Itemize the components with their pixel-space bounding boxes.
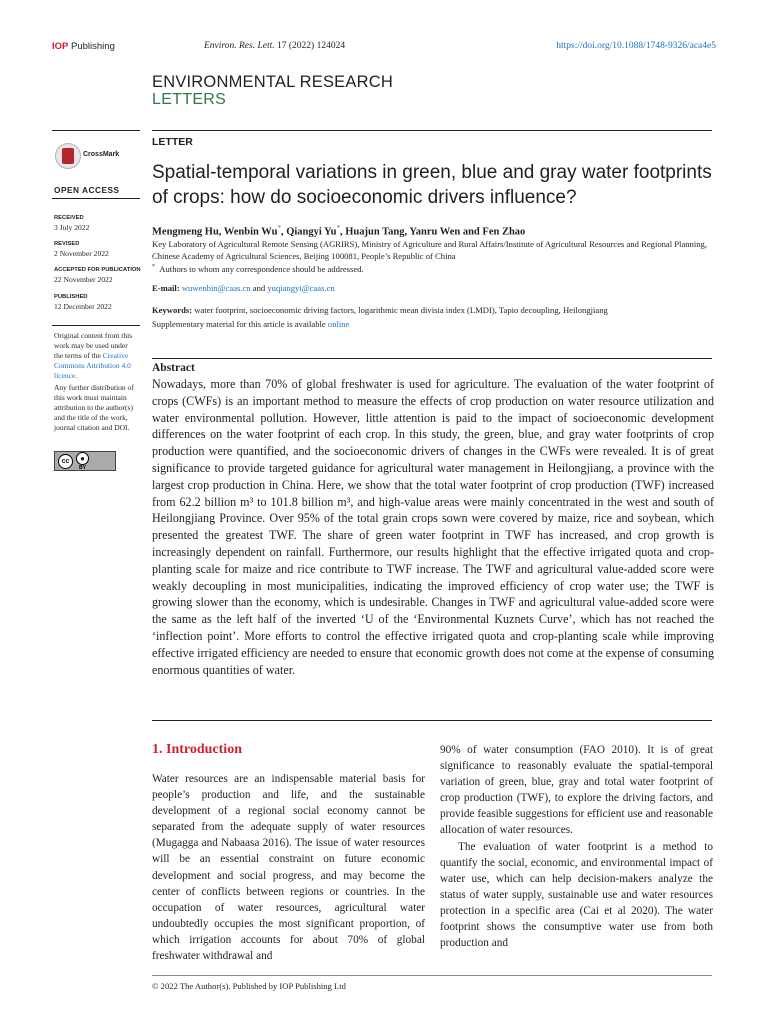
abstract-top-rule [152,358,712,359]
page-header [52,41,716,57]
abstract-bottom-rule [152,720,712,721]
body-column-right: 90% of water consumption (FAO 2010). It is of great significance to reasonably evaluate the spatial-temporal variation of green, blue, gray and total water footprint of crop production (TWF), to explore the driving factors, and provide feasible suggestions for efficient use and reasonable allocation of water resources. The evaluation of water footprint is a method to quantify the social, economic, and environmental impact of water use, which can help decision-makers analyze the status of water supply, sustainable use and water resources protection in a specific area (Cai et al 2020). The water footprint shows the consumptive water use from both production and [440,744,713,950]
doi-link[interactable]: https://doi.org/10.1088/1748-9326/aca4e5 [556,41,716,51]
crossmark-badge[interactable]: CrossMark [55,143,127,169]
sidebar-top-rule [52,130,140,131]
email-line: E-mail: wuwenbin@caas.cn and yuqiangyi@caas.cn [152,283,335,293]
body-column-left: Water resources are an indispensable material basis for people’s production and life, and the sustainable development of a regional social economy cannot be separated from the adequate supply of water resources (Mugagga and Nabaasa 2016). The issue of water resources will be an essential constraint on future economic development and social progress, and may become the center of conflicts between regions or countries. In the occupation of water resources, agricultural water undoubtedly occupies the most significant proportion, of which irrigation accounts for about 70% of global freshwater withdrawal and [152,773,425,963]
affiliation: Key Laboratory of Agricultural Remote Sensing (AGRIRS), Ministry of Agriculture and Rural Affairs/Institute of Agricultural Resources and Regional Planning, Chinese Academy of Agricultural Sciences, Beijing 100081, People’s Republic of China * Authors to whom any correspondence should be addressed. [152,239,707,274]
date-value: 3 July 2022 [54,223,90,232]
article-title: Spatial-temporal variations in green, blue and gray water footprints of crops: how do socioeconomic drivers influence? [152,162,712,208]
journal-brand-line1: ENVIRONMENTAL RESEARCH [152,73,393,91]
abstract-heading: Abstract [152,362,195,374]
supplementary-link[interactable]: online [327,319,350,329]
journal-brand-line2: LETTERS [152,91,227,108]
date-value: 12 December 2022 [54,302,112,311]
corresponding-mark: * [336,224,340,232]
footer-rule [152,975,712,976]
publisher-logo[interactable]: IOP Publishing [52,41,115,52]
date-value: 2 November 2022 [54,249,109,258]
cc-by-badge[interactable]: cc ● BY [54,451,116,471]
author-list: Mengmeng Hu, Wenbin Wu*, Qiangyi Yu*, Huajun Tang, Yanru Wen and Fen Zhao [152,224,526,238]
crossmark-icon [55,143,81,169]
creative-commons-icon: cc [58,454,73,469]
date-label: PUBLISHED [54,294,88,300]
sidebar-rule [52,325,140,326]
license-text-2: Any further distribution of this work must maintain attribution to the author(s) and the title of the work, journal citation and DOI. [54,383,134,432]
date-label: ACCEPTED FOR PUBLICATION [54,267,141,273]
attribution-person-icon: ● [76,452,89,465]
keywords: Keywords: water footprint, socioeconomic driving factors, logarithmic mean divisia index (LMDI), Tapio decoupling, Heilongjiang [152,305,608,315]
section-heading: 1. Introduction [152,742,242,757]
license-text: Original content from this work may be used under the terms of the Creative Commons Attribution 4.0 licence. [54,331,133,380]
email-link-1[interactable]: wuwenbin@caas.cn [181,283,251,293]
article-type: LETTER [152,136,193,148]
supplementary-note: Supplementary material for this article is available online [152,319,350,329]
abstract-text: Nowadays, more than 70% of global freshwater is used for agriculture. The evaluation of the water footprint of crops (CWFs) is an important method to measure the effects of crop production on water resource utilization and water environmental pollution. However, little attention is paid to the impact of socioeconomic development differences on the water footprint of each crop. In this study, the green, blue, and gray water footprints of crop production were quantified, and the socioeconomic drivers of changes in the CWFs were revealed. It is of great significance to provide targeted guidance for agricultural water management in Heilongjiang, a province with the largest crop production in China. Here, we show that the total water footprint of crop production (TWF) increased from 62.2 billion m³ to 101.8 billion m³, and high-value areas were mainly concentrated in the west and south of Heilongjiang Province. Over 95% of the total grain crops sown were covered by maize, rice and soybean, which presented the greatest TWF. The share of green water footprint in TWF has increased, and crop growth is increasingly dependent on rainfall. Furthermore, our results highlight that the effective irrigated quota and crop-planting scale for maize and rice contribute to TWF increase. The TWF and agricultural value-added score were weakly decoupling in most municipalities, indicating the improved efficiency of crop water use; the TWF is growing slower than the economy, which is undesirable. Changes in TWF and agricultural value-added score were the same as the left half of the inverted ‘U of the ‘Environmental Kuznets Curve’, which has not reached the ‘inflection point’. More efforts to control the effective irrigated quota and crop-planting scale while improving effective irrigated efficiency are needed to ensure that economic growth does not come at the expense of consuming enormous quantities of water. [152,377,714,677]
sidebar-rule [52,198,140,199]
header-rule [152,130,712,131]
date-label: RECEIVED [54,215,84,221]
open-access-label: OPEN ACCESS [54,185,120,195]
date-label: REVISED [54,241,80,247]
copyright-footer: © 2022 The Author(s). Published by IOP Publishing Ltd [152,981,346,991]
date-value: 22 November 2022 [54,275,113,284]
journal-reference: Environ. Res. Lett. 17 (2022) 124024 [204,41,346,51]
email-link-2[interactable]: yuqiangyi@caas.cn [267,283,335,293]
license-link[interactable]: Creative Commons Attribution 4.0 licence. [54,350,131,380]
corresponding-mark: * [277,224,281,232]
